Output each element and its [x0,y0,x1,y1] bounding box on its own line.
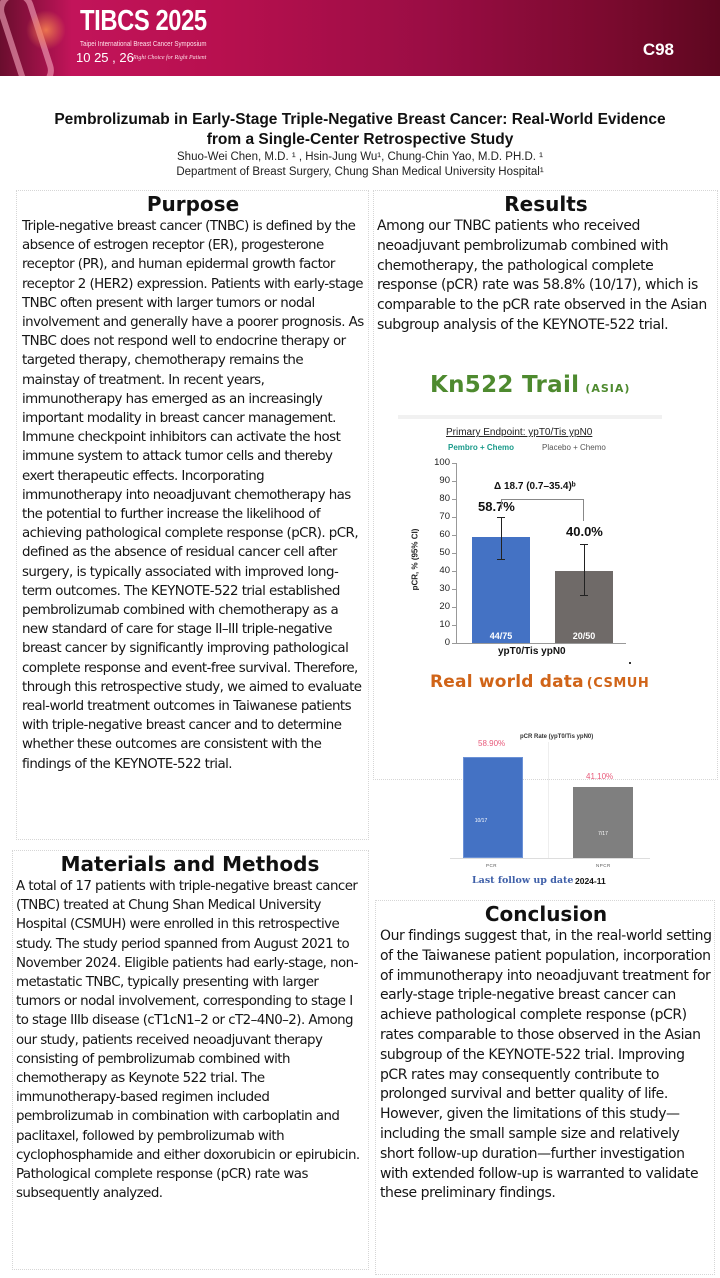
follow-up-date: 2024-11 [575,876,606,886]
poster-header [0,110,720,180]
follow-up-label: Last follow up date [472,875,574,886]
bar-count-pembro: 44/75 [489,630,513,641]
y-tick-label: 0 [444,637,450,648]
chart-title: Primary Endpoint: ypT0/Tis ypN0 [446,427,593,438]
conference-date: 10 25 , 26 [76,50,134,65]
conclusion-body: Our findings suggest that, in the real-world setting of the Taiwanese patient population, incorporation of immunotherapy into neoadjuvant treatment for early-stage triple-negative breast cancer can achieve pathological complete response (pCR) rates comparable to those observed in the Asian subgroup of the KEYNOTE-522 trial. Improving pCR rates may consequently contribute to prolonged survival and better quality of life. However, given the limitations of this study—including the small sample size and relatively short follow-up duration—further investigation with extended follow-up is warranted to validate these preliminary findings. [380,928,712,1202]
legend-pembro: Pembro + Chemo [448,443,515,452]
x-axis-category: ypT0/Tis ypN0 [498,646,566,657]
chart-top-bar [398,415,662,419]
error-cap-bottom [497,559,505,560]
kn522-heading-text: Kn522 Trail [430,372,580,398]
chart-baseline [450,858,650,859]
y-tick-label: 40 [439,565,450,576]
error-bar-pembro [501,517,502,559]
x-axis [456,643,626,644]
banner-glow-graphic [26,10,66,50]
results-heading: Results [504,192,588,216]
y-tick-mark [452,571,456,572]
chart-divider [548,742,549,858]
comparison-bracket [501,499,584,509]
authors: Shuo-Wei Chen, M.D. ¹ , Hsin-Jung Wu¹, Chung-Chin Yao, M.D. PH.D. ¹ [177,151,543,163]
conference-logo-subtitle: Taipei International Breast Cancer Symposium [80,39,207,48]
purpose-body: Triple-negative breast cancer (TNBC) is defined by the absence of estrogen receptor (ER), progesterone receptor (PR), and human epidermal growth factor receptor 2 (HER2) expression. Patients with early-stage TNBC often present with larger tumors or nodal involvement and generally have a poorer prognosis. As TNBC does not respond well to endocrine therapy or targeted therapy, chemotherapy remains the mainstay of treatment. In recent years, immunotherapy has emerged as an increasingly important modality in breast cancer management. Immune checkpoint inhibitors can activate the host immune system to attack tumor cells and thereby exert therapeutic effects. Incorporating immunotherapy into neoadjuvant chemotherapy has the potential to further increase the likelihood of achieving pathological complete response (pCR). pCR, defined as the absence of residual cancer cell after surgery, is typically associated with improved long-term outcomes. The KEYNOTE-522 trial established pembrolizumab combined with chemotherapy as a new standard of care for stage II–III triple-negative breast cancer by significantly improving pathological complete response and event-free survival. Therefore, through this retrospective study, we aimed to evaluate real-world treatment outcomes in Taiwanese patients with triple-negative breast cancer and to determine whether these outcomes are consistent with the findings of the KEYNOTE-522 trial. [22,219,364,772]
realworld-heading-text: Real world data [430,672,584,692]
y-tick-mark [452,517,456,518]
y-tick-label: 90 [439,475,450,486]
results-body: Among our TNBC patients who received neoadjuvant pembrolizumab combined with chemotherapy, the pathological complete response (pCR) rate was 58.8% (10/17), which is comparable to the pCR rate observed in the Asian subgroup analysis of the KEYNOTE-522 trial. [377,218,707,333]
bar-pcr [463,757,523,858]
legend-placebo: Placebo + Chemo [542,443,606,452]
error-cap-top [580,544,588,545]
conclusion-heading: Conclusion [484,902,608,926]
realworld-heading [430,672,649,692]
purpose-section [16,190,369,840]
comparison-bracket-right-leg [583,499,584,521]
purpose-heading: Purpose [146,192,240,216]
y-tick-mark [452,535,456,536]
conference-banner [0,0,720,76]
y-tick-mark [452,625,456,626]
error-cap-bottom [580,595,588,596]
stray-dot [629,662,631,664]
conference-logo-title: TIBCS 2025 [80,5,207,37]
error-cap-top [497,517,505,518]
poster-code: C98 [642,40,674,59]
y-axis-label: pCR, % (95% CI) [410,528,420,591]
value-label-pembro: 58.7% [478,499,515,514]
y-tick-label: 10 [439,619,450,630]
y-tick-mark [452,643,456,644]
category-label-npcr: NPCR [596,863,611,868]
bar-npcr [573,787,633,858]
methods-section [12,850,369,1270]
kn522-heading [430,372,630,398]
realworld-heading-suffix: (CSMUH [586,676,650,691]
kn522-bar-chart [398,415,662,665]
y-tick-label: 80 [439,493,450,504]
y-tick-mark [452,589,456,590]
y-tick-mark [452,553,456,554]
y-axis [456,463,457,643]
kn522-heading-suffix: (ASIA) [585,382,631,395]
realworld-bar-chart [450,730,650,890]
category-label-pcr: PCR [486,863,498,868]
chart-title: pCR Rate (ypT0/Tis ypN0) [520,734,594,740]
methods-heading: Materials and Methods [60,852,320,876]
poster-title-line-1: Pembrolizumab in Early-Stage Triple-Negative Breast Cancer: Real-World Evidence [54,111,666,128]
bar-count-npcr: 7/17 [598,831,608,837]
y-tick-label: 60 [439,529,450,540]
poster-title-line-2: from a Single-Center Retrospective Study [206,131,514,148]
y-tick-label: 100 [434,457,450,468]
y-tick-mark [452,463,456,464]
methods-body: A total of 17 patients with triple-negative breast cancer (TNBC) treated at Chung Shan Medical University Hospital (CSMUH) were enrolled in this retrospective study. The study period spanned from August 2021 to November 2024. Eligible patients had early-stage, non-metastatic TNBC, typically presenting with larger tumors or nodal involvement, corresponding to stage I to stage IIIb disease (cT1cN1–2 or cT2–4N0–2). Among our study, patients received neoadjuvant therapy consisting of pembrolizumab combined with chemotherapy as Keynote 522 trial. The immunotherapy-based regimen included pembrolizumab in combination with carboplatin and paclitaxel, followed by pembrolizumab with cyclophosphamide and either doxorubicin or epirubicin. Pathological complete response (pCR) rate was subsequently analyzed. [16,879,360,1202]
y-tick-label: 70 [439,511,450,522]
y-tick-mark [452,607,456,608]
conference-tagline: Right Choice for Right Patient [133,55,207,61]
y-tick-label: 50 [439,547,450,558]
value-label-pcr: 58.90% [478,739,506,748]
bar-count-pcr: 10/17 [474,818,488,824]
y-tick-mark [452,499,456,500]
error-bar-placebo [584,544,585,595]
value-label-npcr: 41.10% [586,772,614,781]
delta-annotation: Δ 18.7 (0.7–35.4)ᵇ [494,481,576,492]
y-tick-mark [452,481,456,482]
affiliation: Department of Breast Surgery, Chung Shan Medical University Hospital¹ [176,166,544,178]
bar-count-placebo: 20/50 [572,631,596,641]
conclusion-section [375,900,715,1275]
value-label-placebo: 40.0% [566,524,603,539]
y-tick-label: 20 [439,601,450,612]
y-tick-label: 30 [439,583,450,594]
